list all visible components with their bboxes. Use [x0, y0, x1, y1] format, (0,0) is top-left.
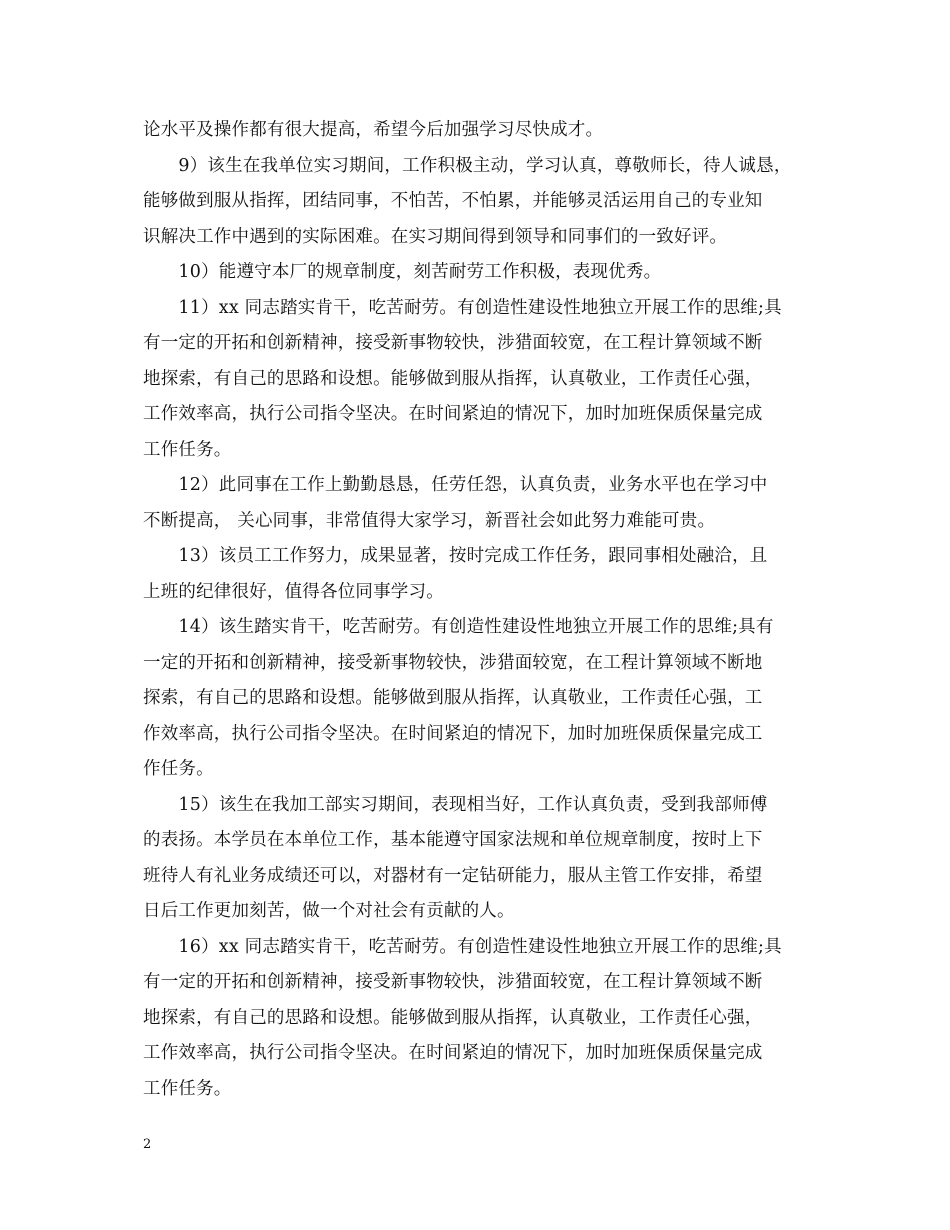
text-line: 作效率高，执行公司指令坚决。在时间紧迫的情况下，加时加班保质保量完成工: [143, 724, 763, 744]
text-line: 的表扬。本学员在本单位工作，基本能遵守国家法规和单位规章制度，按时上下: [143, 830, 763, 850]
text-line: 工作效率高，执行公司指令坚决。在时间紧迫的情况下，加时加班保质保量完成: [143, 1043, 763, 1063]
text-line: 9）该生在我单位实习期间，工作积极主动，学习认真，尊敬师长，待人诚恳，: [143, 156, 792, 176]
text-line: 探索，有自己的思路和设想。能够做到服从指挥，认真敬业，工作责任心强，工: [143, 688, 763, 708]
text-line: 地探索，有自己的思路和设想。能够做到服从指挥，认真敬业，工作责任心强，: [143, 369, 763, 389]
text-line: 能够做到服从指挥，团结同事，不怕苦，不怕累，并能够灵活运用自己的专业知: [143, 191, 763, 211]
text-line: 工作任务。: [143, 1079, 232, 1099]
text-line: 有一定的开拓和创新精神，接受新事物较快，涉猎面较宽，在工程计算领域不断: [143, 333, 763, 353]
text-line: 10）能遵守本厂的规章制度，刻苦耐劳工作积极，表现优秀。: [143, 262, 662, 282]
text-line: 日后工作更加刻苦，做一个对社会有贡献的人。: [143, 901, 515, 921]
text-line: 作任务。: [143, 759, 214, 779]
text-line: 识解决工作中遇到的实际困难。在实习期间得到领导和同事们的一致好评。: [143, 227, 728, 247]
text-line: 工作任务。: [143, 440, 232, 460]
text-line: 有一定的开拓和创新精神，接受新事物较快，涉猎面较宽，在工程计算领域不断: [143, 972, 763, 992]
text-line: 论水平及操作都有很大提高，希望今后加强学习尽快成才。: [143, 120, 604, 140]
text-line: 班待人有礼业务成绩还可以，对器材有一定钻研能力，服从主管工作安排，希望: [143, 866, 763, 886]
text-line: 不断提高， 关心同事，非常值得大家学习，新晋社会如此努力难能可贵。: [143, 511, 716, 531]
text-line: 14）该生踏实肯干，吃苦耐劳。有创造性建设性地独立开展工作的思维;具有: [143, 617, 774, 637]
text-line: 16）xx 同志踏实肯干，吃苦耐劳。有创造性建设性地独立开展工作的思维;具: [143, 937, 782, 957]
text-line: 工作效率高，执行公司指令坚决。在时间紧迫的情况下，加时加班保质保量完成: [143, 404, 763, 424]
page-number: 2: [143, 1137, 152, 1152]
text-line: 地探索，有自己的思路和设想。能够做到服从指挥，认真敬业，工作责任心强，: [143, 1008, 763, 1028]
text-line: 12）此同事在工作上勤勤恳恳，任劳任怨，认真负责，业务水平也在学习中: [143, 475, 768, 495]
text-line: 15）该生在我加工部实习期间，表现相当好，工作认真负责，受到我部师傅: [143, 795, 768, 815]
text-line: 11）xx 同志踏实肯干，吃苦耐劳。有创造性建设性地独立开展工作的思维;具: [143, 298, 782, 318]
text-line: 一定的开拓和创新精神，接受新事物较快，涉猎面较宽，在工程计算领域不断地: [143, 653, 763, 673]
text-line: 上班的纪律很好，值得各位同事学习。: [143, 582, 444, 602]
text-line: 13）该员工工作努力，成果显著，按时完成工作任务，跟同事相处融洽，且: [143, 546, 768, 566]
